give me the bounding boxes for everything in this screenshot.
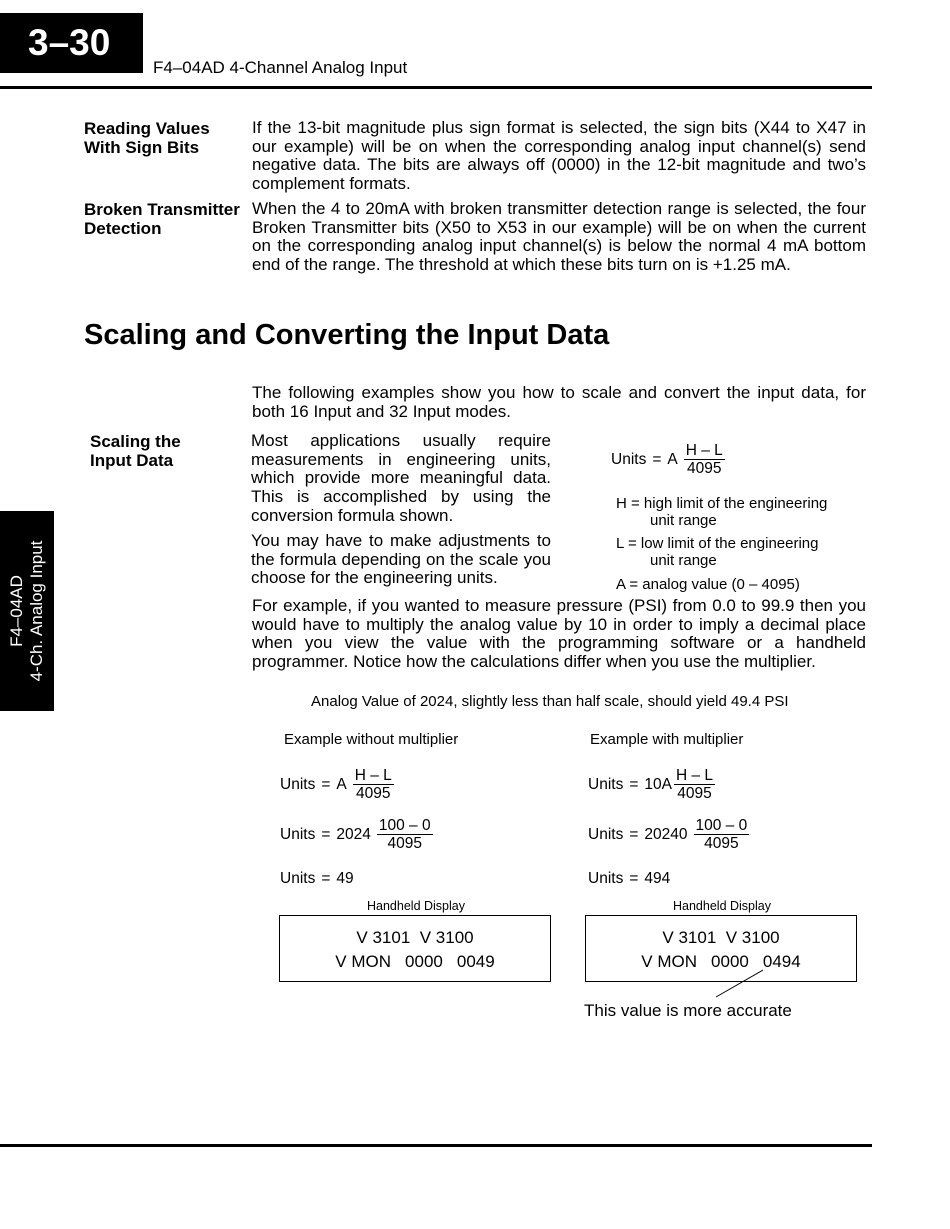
sign-bits-label-line1: Reading Values xyxy=(84,119,210,138)
scaling-label-line2: Input Data xyxy=(90,451,174,470)
def-l-line2: unit range xyxy=(650,552,717,569)
broken-transmitter-label-line2: Detection xyxy=(84,219,162,238)
formula-lhs: Units xyxy=(611,450,647,468)
formula-eq: = xyxy=(321,870,331,887)
scaling-para2: You may have to make adjustments to the formula depending on the scale you choose for the engineering units. xyxy=(251,531,551,588)
with-formula-1 xyxy=(588,767,715,802)
display-mode: V MON xyxy=(335,952,392,971)
formula-denominator: 4095 xyxy=(356,785,391,802)
formula-lhs: Units xyxy=(280,775,316,793)
def-h-line2: unit range xyxy=(650,512,717,529)
side-tab-text xyxy=(7,541,47,682)
formula-coef: A xyxy=(336,775,347,793)
without-formula-3 xyxy=(280,870,354,888)
def-h-line1: H = high limit of the engineering xyxy=(616,495,828,512)
formula-numerator: H – L xyxy=(685,442,723,459)
display-line1: V 3101 V 3100 xyxy=(662,928,780,947)
chapter-side-tab xyxy=(0,511,54,711)
callout-line xyxy=(700,965,780,1005)
with-formula-3 xyxy=(588,870,670,888)
formula-numerator: H – L xyxy=(354,767,392,784)
def-a: A = analog value (0 – 4095) xyxy=(616,576,800,593)
examples-caption: Analog Value of 2024, slightly less than half scale, should yield 49.4 PSI xyxy=(311,693,789,710)
without-formula-2 xyxy=(280,817,433,852)
formula-coef: A xyxy=(667,450,678,468)
formula-coef: 2024 xyxy=(336,825,371,843)
formula-coef: 20240 xyxy=(644,825,688,843)
sign-bits-label xyxy=(84,119,210,157)
def-l xyxy=(616,535,818,569)
display-line1: V 3101 V 3100 xyxy=(356,928,474,947)
formula-eq: = xyxy=(629,870,639,887)
page-header-title: F4–04AD 4-Channel Analog Input xyxy=(153,58,408,77)
formula-eq: = xyxy=(629,775,639,793)
formula-fraction xyxy=(674,767,715,802)
header-rule xyxy=(0,86,872,89)
callout-note: This value is more accurate xyxy=(584,1001,792,1020)
display-value-high: 0000 xyxy=(405,952,443,971)
handheld-display-label: Handheld Display xyxy=(673,899,771,913)
formula-lhs: Units xyxy=(588,775,624,793)
formula-numerator: H – L xyxy=(675,767,714,784)
formula-fraction xyxy=(377,817,433,852)
footer-rule xyxy=(0,1144,872,1147)
scaling-para1: Most applications usually require measurements in engineering units, which provide more meaningful data. This is accomplished by using the conversion formula shown. xyxy=(251,431,551,525)
section-heading: Scaling and Converting the Input Data xyxy=(84,319,610,351)
scaling-intro: The following examples show you how to scale and convert the input data, for both 16 Input and 32 Input modes. xyxy=(252,383,866,421)
handheld-display-without xyxy=(279,915,551,982)
def-h xyxy=(616,495,827,529)
formula-fraction xyxy=(353,767,394,802)
example-without-title: Example without multiplier xyxy=(284,731,459,748)
formula-eq: = xyxy=(321,825,331,843)
formula-eq: = xyxy=(629,825,639,843)
formula-lhs: Units xyxy=(280,825,316,843)
display-mode: V MON xyxy=(641,952,698,971)
formula-result: 494 xyxy=(644,870,671,887)
formula-lhs: Units xyxy=(588,825,624,843)
sign-bits-text: If the 13-bit magnitude plus sign format is selected, the sign bits (X44 to X47 in our example) will be on when the corresponding analog input channel(s) send negative data. The bits are always off (0000) in the 12-bit magnitude and two’s complement formats. xyxy=(252,118,866,194)
side-tab-line2: 4-Ch. Analog Input xyxy=(27,540,46,682)
handheld-display-label: Handheld Display xyxy=(367,899,465,913)
def-l-line1: L = low limit of the engineering xyxy=(616,535,819,552)
formula-lhs: Units xyxy=(588,870,624,887)
example-paragraph: For example, if you wanted to measure pressure (PSI) from 0.0 to 99.9 then you would have to multiply the analog value by 10 in order to imply a decimal place when you view the value with the programming software or a handheld programmer. Notice how the calculations differ when you use the multiplier. xyxy=(252,596,866,672)
broken-transmitter-text: When the 4 to 20mA with broken transmitter detection range is selected, the four Broken Transmitter bits (X50 to X53 in our example) will be on when the current on the corresponding analog input channel(s) is below the normal 4 mA bottom end of the range. The threshold at which these bits turn on is +1.25 mA. xyxy=(252,199,866,275)
formula-lhs: Units xyxy=(280,870,316,887)
side-tab-line1: F4–04AD xyxy=(7,575,26,647)
display-value-high: 0000 xyxy=(711,952,749,971)
example-with-title: Example with multiplier xyxy=(590,731,744,748)
display-value-low: 0049 xyxy=(456,952,495,971)
conversion-formula xyxy=(611,442,725,477)
page-number: 3–30 xyxy=(0,13,143,73)
formula-eq: = xyxy=(652,450,662,468)
broken-transmitter-label xyxy=(84,200,240,238)
formula-result: 49 xyxy=(336,870,354,887)
formula-fraction xyxy=(694,817,750,852)
formula-denominator: 4095 xyxy=(387,835,422,852)
with-formula-2 xyxy=(588,817,749,852)
formula-coef: 10A xyxy=(644,775,672,793)
scaling-label xyxy=(90,432,181,470)
sign-bits-label-line2: With Sign Bits xyxy=(84,138,200,157)
scaling-label-line1: Scaling the xyxy=(90,432,181,451)
formula-eq: = xyxy=(321,775,331,793)
without-formula-1 xyxy=(280,767,394,802)
formula-fraction xyxy=(684,442,725,477)
display-value-low: 0494 xyxy=(762,952,801,971)
formula-denominator: 4095 xyxy=(677,785,712,802)
display-line2 xyxy=(280,950,550,974)
formula-numerator: 100 – 0 xyxy=(695,817,748,834)
formula-denominator: 4095 xyxy=(687,460,722,477)
formula-denominator: 4095 xyxy=(704,835,739,852)
formula-numerator: 100 – 0 xyxy=(378,817,431,834)
broken-transmitter-label-line1: Broken Transmitter xyxy=(84,200,240,219)
